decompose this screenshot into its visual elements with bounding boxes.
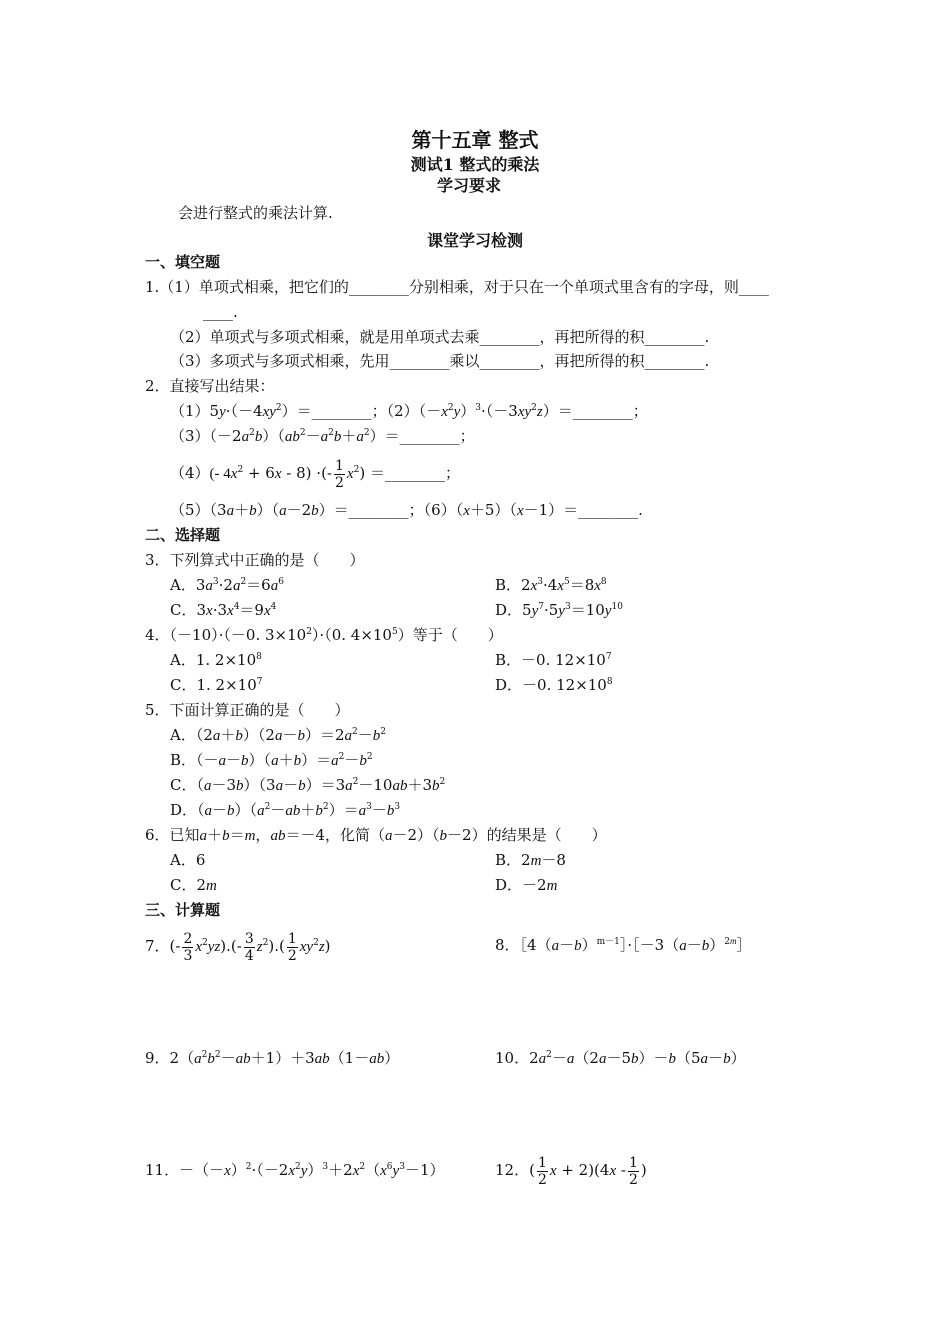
q9: 9．$2(a^2b^2-ab+1)+3ab(1-ab)$	[145, 1049, 400, 1067]
q5-option-b: B．$(-a-b)(a+b)=a^2-b^2$	[170, 751, 373, 769]
q10: 10．$2a^2-a(2a-5b)-b(5a-b)$	[495, 1049, 746, 1067]
q4-option-d: D．－0. $12\times 10^8$	[495, 676, 613, 694]
test-subtitle: 测试1 整式的乘法	[410, 155, 540, 174]
q4-option-c: C．1. $2\times 10^7$	[170, 676, 263, 694]
q8: 8．$[4(a-b)^{m-1}]\cdot[-3(a-b)^{2m}]$	[495, 936, 752, 954]
chapter-title: 第十五章 整式	[411, 128, 539, 152]
q6-option-c: C．2m	[170, 876, 217, 894]
q3-option-a: A．$3a^3\cdot 2a^2=6a^6$	[170, 576, 284, 594]
q3-stem: 3．下列算式中正确的是（ ）	[145, 551, 365, 569]
q5-option-d: D．$(a-b)(a^2-ab+b^2)=a^3-b^3$	[170, 801, 401, 819]
q3-option-c: C．$3x\cdot 3x^4=9x^4$	[170, 601, 277, 619]
q1-line1b: ____.	[203, 303, 238, 321]
section-calc-heading: 三、计算题	[145, 901, 221, 919]
q6-option-b: B．2m－8	[495, 851, 566, 869]
q3-option-d: D．$5y^7\cdot 5y^3=10y^{10}$	[495, 601, 623, 619]
requirements-heading: 学习要求	[437, 176, 502, 195]
q1-line1: 1.（1）单项式相乘，把它们的________分别相乘，对于只在一个单项式里含有的字母，则____	[145, 278, 769, 296]
q2-part3: $(3)(-2a^2b)(ab^2-a^2b+a^2)=\_\_\_\_\_\_\_\_$；	[170, 427, 475, 445]
q5-stem: 5．下面计算正确的是（ ）	[145, 701, 350, 719]
q2-part4: （4）(- $4x^2 + 6x - 8$) ·(- $\frac{1}{2}$ $x^2$) ＝________；	[170, 457, 460, 491]
requirements-text: 会进行整式的乘法计算.	[178, 204, 333, 222]
q7: 7．(- $\frac{2}{3}$ $x^2yz).(-$ $\frac{3}{4}$ $z^2$).( $\frac{1}{2}$ $xy^2z$)	[145, 930, 331, 964]
q6-stem: 6．已知a＋b＝m，ab＝－4，化简（a－2）（b－2）的结果是（ ）	[145, 826, 607, 844]
q6-option-a: A．6	[170, 851, 206, 869]
q4-option-a: A．1. $2\times 10^8$	[170, 651, 262, 669]
q2-stem: 2．直接写出结果：	[145, 377, 275, 395]
q2-part5-6: （5）（3a＋b）（a－2b）＝________；（6）（x＋5）（x－1）＝________.	[170, 501, 643, 519]
classroom-check-heading: 课堂学习检测	[426, 231, 523, 250]
q5-option-a: A．$(2a+b)(2a-b)=2a^2-b^2$	[170, 726, 386, 744]
q1-line3: （3）多项式与多项式相乘，先用________乘以________，再把所得的积________.	[170, 352, 710, 370]
q12: 12．( $\frac{1}{2}$ x + 2)(4x - $\frac{1}{2}$ )	[495, 1154, 647, 1188]
q4-option-b: B．－0. $12\times 10^7$	[495, 651, 612, 669]
q3-option-b: B．$2x^3\cdot 4x^5=8x^8$	[495, 576, 607, 594]
q2-part1-2: $(1)5y\cdot(-4xy^2)=\_\_\_\_\_\_\_\_$；$(2)(-x^2y)^3\cdot(-3xy^2z)=\_\_\_\_\_\_\_\_$；	[170, 402, 648, 420]
q4-stem: 4．（－10）·（－0. $3\times 10^2)\cdot(0$. $4\times 10^5$）等于（ ）	[145, 626, 503, 644]
section-choice-heading: 二、选择题	[145, 526, 221, 544]
section-fill-heading: 一、填空题	[145, 253, 221, 271]
q1-line2: （2）单项式与多项式相乘，就是用单项式去乘________，再把所得的积________.	[170, 328, 710, 346]
q11: 11．$-(-x)^2\cdot(-2x^2y)^3+2x^2(x^6y^3-1)$	[145, 1161, 445, 1179]
q6-option-d: D．－2m	[495, 876, 558, 894]
q5-option-c: C．$(a-3b)(3a-b)=3a^2-10ab+3b^2$	[170, 776, 446, 794]
